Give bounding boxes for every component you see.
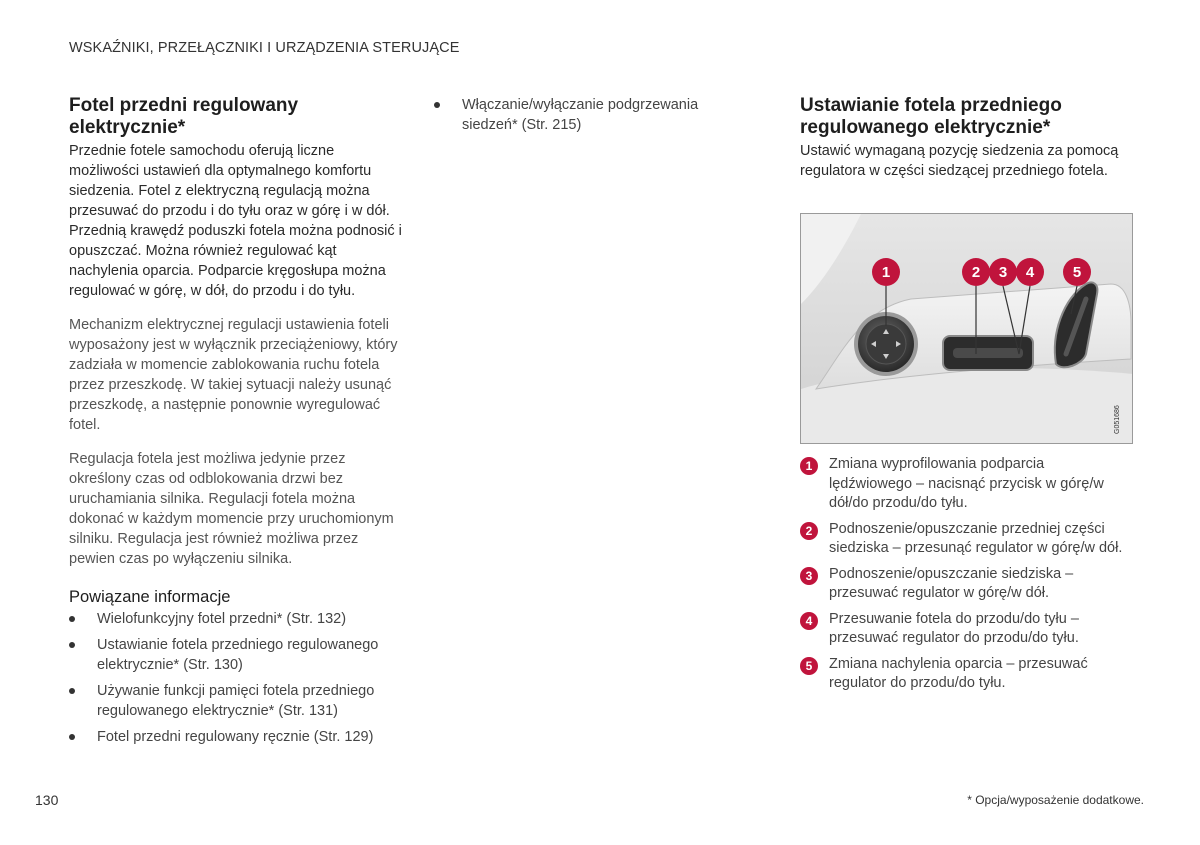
bullet-icon	[69, 642, 75, 648]
footnote: * Opcja/wyposażenie dodatkowe.	[967, 793, 1144, 807]
related-list-continued	[434, 95, 744, 135]
callout-item: 4 Przesuwanie fotela do przodu/do tyłu – przesuwać regulator do przodu/do tyłu.	[800, 610, 1130, 649]
related-list	[69, 609, 404, 747]
figure-code: G051686	[1114, 405, 1121, 434]
callout-marker-1	[872, 258, 900, 286]
related-item[interactable]: Używanie funkcji pamięci fotela przedniego regulowanego elektrycznie* (Str. 131)	[69, 681, 404, 721]
intro-paragraph: Przednie fotele samochodu oferują liczne możliwości ustawień dla optymalnego komfortu siedzenia. Fotel z elektryczną regulacją można przesuwać do przodu i do tyłu oraz w górę i w dół. Przednią krawędź poduszki fotela można podnosić i opuszczać. Można również regulować kąt nachylenia oparcia. Podparcie kręgosłupa można regulować w górę, w dół, do przodu i do tyłu.	[69, 143, 402, 299]
svg-text:3: 3	[998, 264, 1008, 281]
svg-text:5: 5	[1072, 264, 1082, 281]
callout-number: 1	[800, 457, 818, 475]
section-heading: Ustawianie fotela przedniego regulowanego elektrycznie*	[800, 95, 1062, 138]
related-item[interactable]: Ustawianie fotela przedniego regulowanego elektrycznie* (Str. 130)	[69, 635, 404, 675]
callout-number: 3	[800, 567, 818, 585]
callout-number: 5	[800, 657, 818, 675]
column-left	[69, 95, 404, 753]
callout-number: 4	[800, 612, 818, 630]
related-item[interactable]: Wielofunkcyjny fotel przedni* (Str. 132)	[69, 609, 404, 629]
callout-item: 5 Zmiana nachylenia oparcia – przesuwać regulator do przodu/do tyłu.	[800, 655, 1130, 694]
callout-marker-2	[962, 258, 990, 286]
intro-paragraph: Ustawić wymaganą pozycję siedzenia za pomocą regulatora w części siedzącej przedniego fotela.	[800, 143, 1119, 179]
seat-controls-illustration	[800, 213, 1133, 444]
bullet-icon	[69, 734, 75, 740]
related-item[interactable]: Fotel przedni regulowany ręcznie (Str. 129)	[69, 727, 404, 747]
section-heading: Fotel przedni regulowany elektrycznie*	[69, 95, 299, 138]
running-header: WSKAŹNIKI, PRZEŁĄCZNIKI I URZĄDZENIA STERUJĄCE	[69, 40, 460, 56]
bullet-icon	[434, 102, 440, 108]
callout-marker-5	[1063, 258, 1091, 286]
svg-text:2: 2	[971, 264, 981, 281]
callout-item: 3 Podnoszenie/opuszczanie siedziska – przesuwać regulator w górę/w dół.	[800, 565, 1130, 604]
related-item[interactable]: Włączanie/wyłączanie podgrzewania siedzeń* (Str. 215)	[434, 95, 744, 135]
callout-marker-3	[989, 258, 1017, 286]
bullet-icon	[69, 688, 75, 694]
bullet-icon	[69, 616, 75, 622]
column-middle	[434, 95, 744, 141]
column-right	[800, 95, 1135, 181]
page-number: 130	[35, 792, 59, 808]
callout-number: 2	[800, 522, 818, 540]
callout-marker-4	[1016, 258, 1044, 286]
callout-legend	[800, 455, 1130, 700]
note-timing: Regulacja fotela jest możliwa jedynie przez określony czas od odblokowania drzwi bez uruchamiania silnika. Regulacji fotela można dokonać w każdym momencie przy uruchomionym silniku. Regulacja jest również możliwa przez pewien czas po wyłączeniu silnika.	[69, 451, 394, 567]
related-heading: Powiązane informacje	[69, 588, 231, 606]
note-overload: Mechanizm elektrycznej regulacji ustawienia foteli wyposażony jest w wyłącznik przeciążeniowy, który zadziała w momencie zablokowania ruchu fotela przez przeszkodę. W takiej sytuacji należy usunąć przeszkodę, a następnie ponownie wyregulować fotel.	[69, 317, 398, 433]
svg-text:1: 1	[881, 264, 891, 281]
svg-text:4: 4	[1025, 264, 1035, 281]
callout-item: 1 Zmiana wyprofilowania podparcia lędźwiowego – nacisnąć przycisk w górę/w dół/do przodu/do tyłu.	[800, 455, 1130, 514]
callout-item: 2 Podnoszenie/opuszczanie przedniej części siedziska – przesunąć regulator w górę/w dół.	[800, 520, 1130, 559]
